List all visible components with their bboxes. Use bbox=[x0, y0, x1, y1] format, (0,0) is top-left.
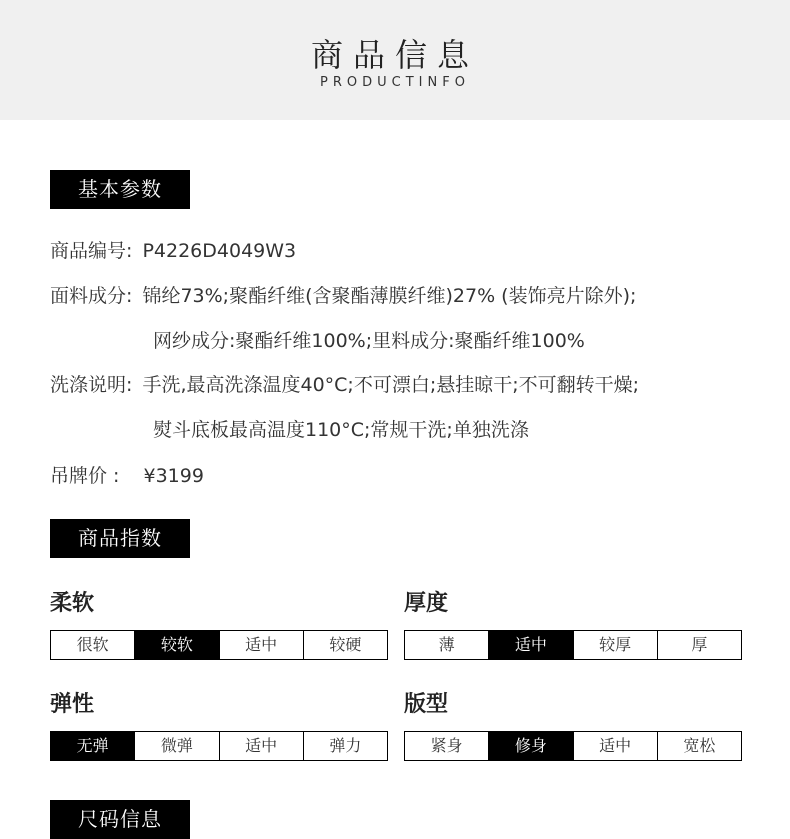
elasticity-scale bbox=[50, 731, 388, 761]
product-code-label: 商品编号: bbox=[50, 240, 133, 262]
elasticity-option: 无弹 bbox=[51, 732, 134, 760]
softness-option: 较硬 bbox=[303, 631, 387, 659]
thickness-option: 薄 bbox=[405, 631, 488, 659]
fabric-value-line2: 网纱成分:聚酯纤维100%;里料成分:聚酯纤维100% bbox=[153, 330, 585, 352]
product-code-value: P4226D4049W3 bbox=[142, 240, 297, 262]
wash-row-continued bbox=[153, 415, 529, 442]
thickness-option: 较厚 bbox=[573, 631, 657, 659]
softness-scale bbox=[50, 630, 388, 660]
thickness-title: 厚度 bbox=[404, 591, 449, 616]
page-header bbox=[0, 0, 790, 120]
basic-params-tag: 基本参数 bbox=[50, 170, 190, 209]
thickness-option: 适中 bbox=[488, 631, 572, 659]
page-subtitle: PRODUCTINFO bbox=[320, 75, 470, 90]
fit-option: 适中 bbox=[573, 732, 657, 760]
thickness-option: 厚 bbox=[657, 631, 741, 659]
size-info-tag: 尺码信息 bbox=[50, 800, 190, 839]
wash-value-line1: 手洗,最高洗涤温度40°C;不可漂白;悬挂晾干;不可翻转干燥; bbox=[142, 374, 640, 396]
thickness-scale bbox=[404, 630, 742, 660]
wash-row bbox=[50, 370, 639, 397]
price-row bbox=[50, 461, 204, 488]
fabric-row bbox=[50, 281, 636, 308]
fabric-label: 面料成分: bbox=[50, 285, 133, 307]
product-index-tag: 商品指数 bbox=[50, 519, 190, 558]
softness-title: 柔软 bbox=[50, 591, 95, 616]
softness-option: 适中 bbox=[219, 631, 303, 659]
price-value: ¥3199 bbox=[143, 465, 204, 487]
wash-value-line2: 熨斗底板最高温度110°C;常规干洗;单独洗涤 bbox=[153, 419, 529, 441]
fit-option: 修身 bbox=[488, 732, 572, 760]
fit-scale bbox=[404, 731, 742, 761]
fit-option: 宽松 bbox=[657, 732, 741, 760]
elasticity-option: 弹力 bbox=[303, 732, 387, 760]
softness-option: 较软 bbox=[134, 631, 218, 659]
fit-title: 版型 bbox=[404, 692, 449, 717]
price-label: 吊牌价 : bbox=[50, 465, 120, 487]
fit-option: 紧身 bbox=[405, 732, 488, 760]
elasticity-option: 适中 bbox=[219, 732, 303, 760]
fabric-row-continued bbox=[153, 326, 585, 353]
fabric-value-line1: 锦纶73%;聚酯纤维(含聚酯薄膜纤维)27% (装饰亮片除外); bbox=[142, 285, 637, 307]
softness-option: 很软 bbox=[51, 631, 134, 659]
page-title: 商品信息 bbox=[310, 36, 479, 74]
product-code-row bbox=[50, 236, 296, 263]
wash-label: 洗涤说明: bbox=[50, 374, 133, 396]
elasticity-title: 弹性 bbox=[50, 692, 95, 717]
elasticity-option: 微弹 bbox=[134, 732, 218, 760]
